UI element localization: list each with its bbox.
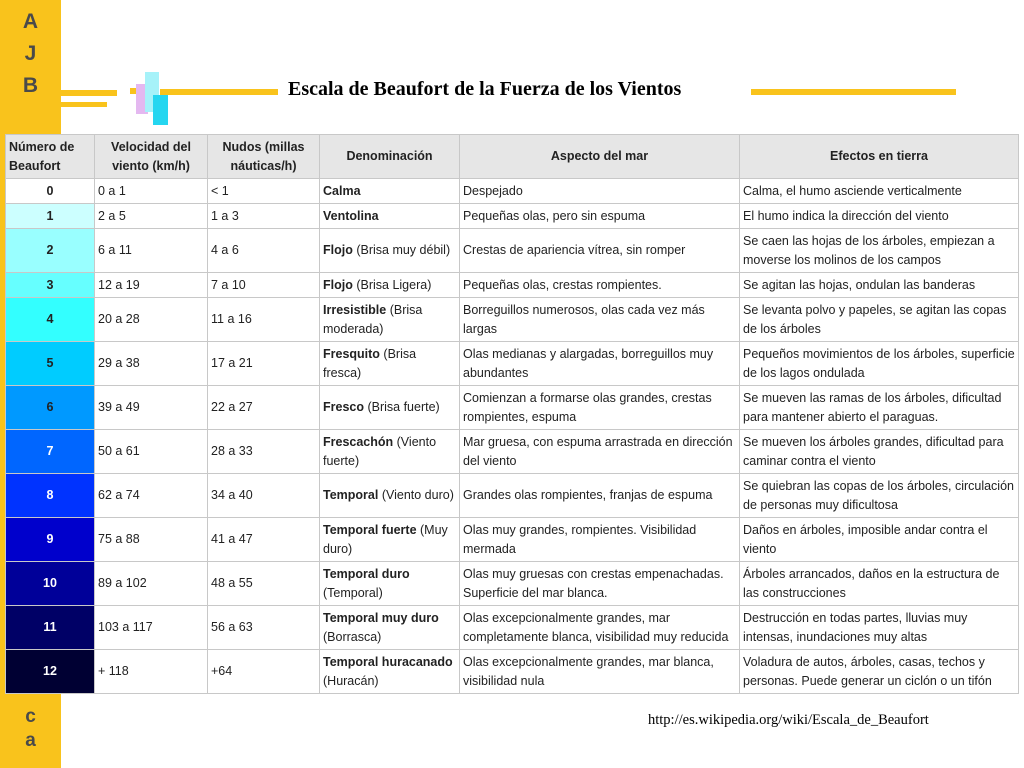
denomination-name: Temporal xyxy=(323,488,379,502)
beaufort-number: 5 xyxy=(6,342,95,386)
wind-speed-cell: 0 a 1 xyxy=(95,179,208,204)
denomination-cell xyxy=(320,298,460,342)
denomination-name: Temporal huracanado xyxy=(323,654,453,669)
denomination-cell xyxy=(320,204,460,229)
beaufort-number: 0 xyxy=(6,179,95,204)
column-header: Número de Beaufort xyxy=(6,135,95,179)
land-effects-cell: Se mueven los árboles grandes, dificultad para caminar contra el viento xyxy=(740,430,1019,474)
denomination-name: Flojo xyxy=(323,277,353,292)
wind-speed-cell: 75 a 88 xyxy=(95,518,208,562)
land-effects-cell: Voladura de autos, árboles, casas, techos y personas. Puede generar un ciclón o un tifón xyxy=(740,650,1019,694)
table-row xyxy=(6,342,1019,386)
denomination-name: Fresco xyxy=(323,400,364,414)
wind-speed-cell: 89 a 102 xyxy=(95,562,208,606)
denomination-cell xyxy=(320,474,460,518)
land-effects-cell: Se agitan las hojas, ondulan las banderas xyxy=(740,273,1019,298)
sea-aspect-cell: Borreguillos numerosos, olas cada vez más largas xyxy=(460,298,740,342)
sea-aspect-cell: Pequeñas olas, pero sin espuma xyxy=(460,204,740,229)
denomination-cell xyxy=(320,273,460,298)
denomination-cell xyxy=(320,650,460,694)
land-effects-cell: Se quiebran las copas de los árboles, circulación de personas muy dificultosa xyxy=(740,474,1019,518)
beaufort-number: 9 xyxy=(6,518,95,562)
denomination-cell xyxy=(320,430,460,474)
knots-cell: 17 a 21 xyxy=(208,342,320,386)
knots-cell: 48 a 55 xyxy=(208,562,320,606)
wind-speed-cell: 12 a 19 xyxy=(95,273,208,298)
knots-cell: 7 a 10 xyxy=(208,273,320,298)
beaufort-number: 1 xyxy=(6,204,95,229)
wind-speed-cell: 20 a 28 xyxy=(95,298,208,342)
denomination-name: Temporal duro xyxy=(323,566,410,581)
beaufort-number: 6 xyxy=(6,386,95,430)
knots-cell: 22 a 27 xyxy=(208,386,320,430)
table-row xyxy=(6,650,1019,694)
decor-bar xyxy=(61,102,107,107)
table-row xyxy=(6,298,1019,342)
decor-square xyxy=(153,95,168,125)
denomination-detail: (Borrasca) xyxy=(323,629,382,644)
denomination-cell xyxy=(320,606,460,650)
knots-cell: 11 a 16 xyxy=(208,298,320,342)
wind-speed-cell: 39 a 49 xyxy=(95,386,208,430)
denomination-detail: (Brisa fuerte) xyxy=(364,400,440,414)
sidebar-letter: a xyxy=(25,730,36,751)
source-url: http://es.wikipedia.org/wiki/Escala_de_Beaufort xyxy=(648,712,929,728)
denomination-detail: (Viento fuerte) xyxy=(323,434,437,468)
sea-aspect-cell: Despejado xyxy=(460,179,740,204)
knots-cell: 41 a 47 xyxy=(208,518,320,562)
beaufort-number: 4 xyxy=(6,298,95,342)
beaufort-number: 7 xyxy=(6,430,95,474)
land-effects-cell: Daños en árboles, imposible andar contra el viento xyxy=(740,518,1019,562)
denomination-detail: (Brisa muy débil) xyxy=(352,243,451,257)
land-effects-cell: El humo indica la dirección del viento xyxy=(740,204,1019,229)
denomination-detail: (Viento duro) xyxy=(378,488,454,502)
denomination-name: Frescachón xyxy=(323,434,394,449)
knots-cell: 1 a 3 xyxy=(208,204,320,229)
land-effects-cell: Calma, el humo asciende verticalmente xyxy=(740,179,1019,204)
beaufort-number: 2 xyxy=(6,229,95,273)
table-row xyxy=(6,562,1019,606)
denomination-cell xyxy=(320,229,460,273)
sea-aspect-cell: Olas muy grandes, rompientes. Visibilidad mermada xyxy=(460,518,740,562)
knots-cell: 4 a 6 xyxy=(208,229,320,273)
denomination-name: Fresquito xyxy=(323,346,380,361)
knots-cell: 56 a 63 xyxy=(208,606,320,650)
land-effects-cell: Se caen las hojas de los árboles, empiezan a moverse los molinos de los campos xyxy=(740,229,1019,273)
decor-bar xyxy=(751,89,956,95)
sidebar-letter: B xyxy=(22,74,39,97)
knots-cell: < 1 xyxy=(208,179,320,204)
table-row xyxy=(6,606,1019,650)
column-header: Efectos en tierra xyxy=(740,135,1019,179)
denomination-detail: (Brisa Ligera) xyxy=(352,277,432,292)
wind-speed-cell: 103 a 117 xyxy=(95,606,208,650)
sea-aspect-cell: Comienzan a formarse olas grandes, crestas rompientes, espuma xyxy=(460,386,740,430)
beaufort-number: 12 xyxy=(6,650,95,694)
column-header: Denominación xyxy=(320,135,460,179)
sea-aspect-cell: Mar gruesa, con espuma arrastrada en dirección del viento xyxy=(460,430,740,474)
wind-speed-cell: + 118 xyxy=(95,650,208,694)
wind-speed-cell: 6 a 11 xyxy=(95,229,208,273)
sea-aspect-cell: Olas excepcionalmente grandes, mar completamente blanca, visibilidad muy reducida xyxy=(460,606,740,650)
land-effects-cell: Se levanta polvo y papeles, se agitan las copas de los árboles xyxy=(740,298,1019,342)
knots-cell: 34 a 40 xyxy=(208,474,320,518)
denomination-name: Irresistible xyxy=(323,302,387,317)
beaufort-number: 11 xyxy=(6,606,95,650)
column-header: Velocidad del viento (km/h) xyxy=(95,135,208,179)
denomination-cell xyxy=(320,342,460,386)
wind-speed-cell: 62 a 74 xyxy=(95,474,208,518)
denomination-name: Ventolina xyxy=(323,208,379,223)
sea-aspect-cell: Olas muy gruesas con crestas empenachadas. Superficie del mar blanca. xyxy=(460,562,740,606)
wind-speed-cell: 2 a 5 xyxy=(95,204,208,229)
sidebar-letter: c xyxy=(25,706,36,727)
denomination-name: Calma xyxy=(323,183,361,198)
column-header: Aspecto del mar xyxy=(460,135,740,179)
beaufort-table xyxy=(5,134,1019,694)
table-row xyxy=(6,204,1019,229)
denomination-detail: (Temporal) xyxy=(323,585,383,600)
beaufort-number: 8 xyxy=(6,474,95,518)
sidebar-letter: A xyxy=(22,10,39,33)
table-row xyxy=(6,179,1019,204)
decor-bar xyxy=(160,89,278,95)
page-title: Escala de Beaufort de la Fuerza de los Vientos xyxy=(288,78,682,100)
wind-speed-cell: 50 a 61 xyxy=(95,430,208,474)
beaufort-number: 10 xyxy=(6,562,95,606)
denomination-cell xyxy=(320,179,460,204)
denomination-detail: (Huracán) xyxy=(323,673,379,688)
land-effects-cell: Árboles arrancados, daños en la estructura de las construcciones xyxy=(740,562,1019,606)
land-effects-cell: Destrucción en todas partes, lluvias muy intensas, inundaciones muy altas xyxy=(740,606,1019,650)
sea-aspect-cell: Grandes olas rompientes, franjas de espuma xyxy=(460,474,740,518)
denomination-name: Temporal fuerte xyxy=(323,522,417,537)
denomination-cell xyxy=(320,386,460,430)
table-header-row xyxy=(6,135,1019,179)
decor-bar xyxy=(61,90,117,96)
wind-speed-cell: 29 a 38 xyxy=(95,342,208,386)
denomination-detail: (Brisa fresca) xyxy=(323,346,417,380)
land-effects-cell: Se mueven las ramas de los árboles, dificultad para mantener abierto el paraguas. xyxy=(740,386,1019,430)
knots-cell: +64 xyxy=(208,650,320,694)
denomination-cell xyxy=(320,562,460,606)
table-row xyxy=(6,518,1019,562)
column-header: Nudos (millas náuticas/h) xyxy=(208,135,320,179)
denomination-detail: (Muy duro) xyxy=(323,522,448,556)
sidebar-letter: J xyxy=(24,42,37,65)
beaufort-number: 3 xyxy=(6,273,95,298)
land-effects-cell: Pequeños movimientos de los árboles, superficie de los lagos ondulada xyxy=(740,342,1019,386)
denomination-name: Temporal muy duro xyxy=(323,610,439,625)
table-row xyxy=(6,474,1019,518)
sea-aspect-cell: Olas excepcionalmente grandes, mar blanca, visibilidad nula xyxy=(460,650,740,694)
table-row xyxy=(6,273,1019,298)
sea-aspect-cell: Olas medianas y alargadas, borreguillos muy abundantes xyxy=(460,342,740,386)
table-row xyxy=(6,229,1019,273)
table-row xyxy=(6,430,1019,474)
denomination-detail: (Brisa moderada) xyxy=(323,302,423,336)
denomination-cell xyxy=(320,518,460,562)
knots-cell: 28 a 33 xyxy=(208,430,320,474)
sea-aspect-cell: Pequeñas olas, crestas rompientes. xyxy=(460,273,740,298)
sea-aspect-cell: Crestas de apariencia vítrea, sin romper xyxy=(460,229,740,273)
table-row xyxy=(6,386,1019,430)
denomination-name: Flojo xyxy=(323,243,353,257)
